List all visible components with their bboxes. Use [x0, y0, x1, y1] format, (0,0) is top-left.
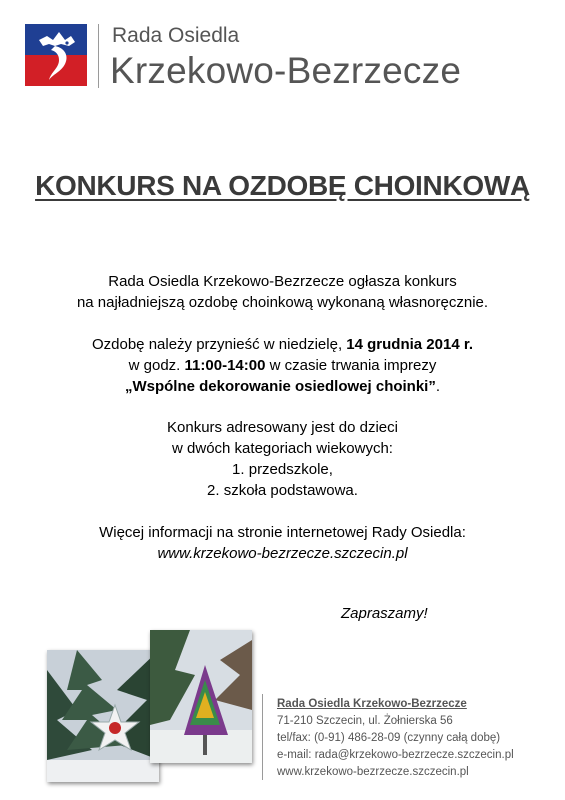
footer-contact [277, 696, 514, 781]
szczecin-crest-logo [25, 24, 87, 86]
footer-email[interactable]: e-mail: rada@krzekowo-bezrzecze.szczecin.pl [277, 749, 514, 761]
categories-line: Konkurs adresowany jest do dzieci [167, 419, 398, 436]
website-link[interactable]: www.krzekowo-bezrzecze.szczecin.pl [157, 545, 408, 562]
announcement-line: na najładniejszą ozdobę choinkową wykonaną własnoręcznie. [76, 294, 489, 311]
footer-org-name: Rada Osiedla Krzekowo-Bezrzecze [277, 698, 467, 710]
event-details-block [0, 334, 565, 397]
photo-ornament-star [47, 650, 159, 782]
announcement-line: Rada Osiedla Krzekowo-Bezrzecze ogłasza konkurs [108, 273, 457, 290]
categories-block [0, 417, 565, 501]
footer-phone: tel/fax: (0-91) 486-28-09 (czynny całą dobę) [277, 732, 501, 744]
event-name-line: „Wspólne dekorowanie osiedlowej choinki”. [124, 378, 441, 395]
footer-address: 71-210 Szczecin, ul. Żołnierska 56 [277, 715, 453, 727]
event-time: 11:00-14:00 [184, 357, 266, 374]
footer-divider [262, 694, 263, 780]
photo-ornament-cone [150, 630, 252, 763]
page-title: KONKURS NA OZDOBĘ CHOINKOWĄ [35, 170, 530, 201]
footer-website[interactable]: www.krzekowo-bezrzecze.szczecin.pl [277, 766, 469, 778]
event-date-line: Ozdobę należy przynieść w niedzielę, 14 grudnia 2014 r. [91, 336, 474, 353]
event-date: 14 grudnia 2014 r. [346, 336, 474, 353]
category-item: 1. przedszkole, [232, 461, 333, 478]
event-time-line: w godz. 11:00-14:00 w czasie trwania imprezy [128, 357, 437, 374]
categories-line: w dwóch kategoriach wiekowych: [172, 440, 393, 457]
announcement-block [0, 271, 565, 313]
category-item: 2. szkoła podstawowa. [207, 482, 358, 499]
more-info-block [0, 522, 565, 564]
invitation-text: Zapraszamy! [341, 605, 428, 622]
org-name-small: Rada Osiedla [112, 24, 240, 47]
event-name: „Wspólne dekorowanie osiedlowej choinki” [124, 378, 436, 395]
header-divider [98, 24, 99, 88]
more-info-line: Więcej informacji na stronie internetowej Rady Osiedla: [99, 524, 466, 541]
org-name-large: Krzekowo-Bezrzecze [110, 50, 462, 91]
